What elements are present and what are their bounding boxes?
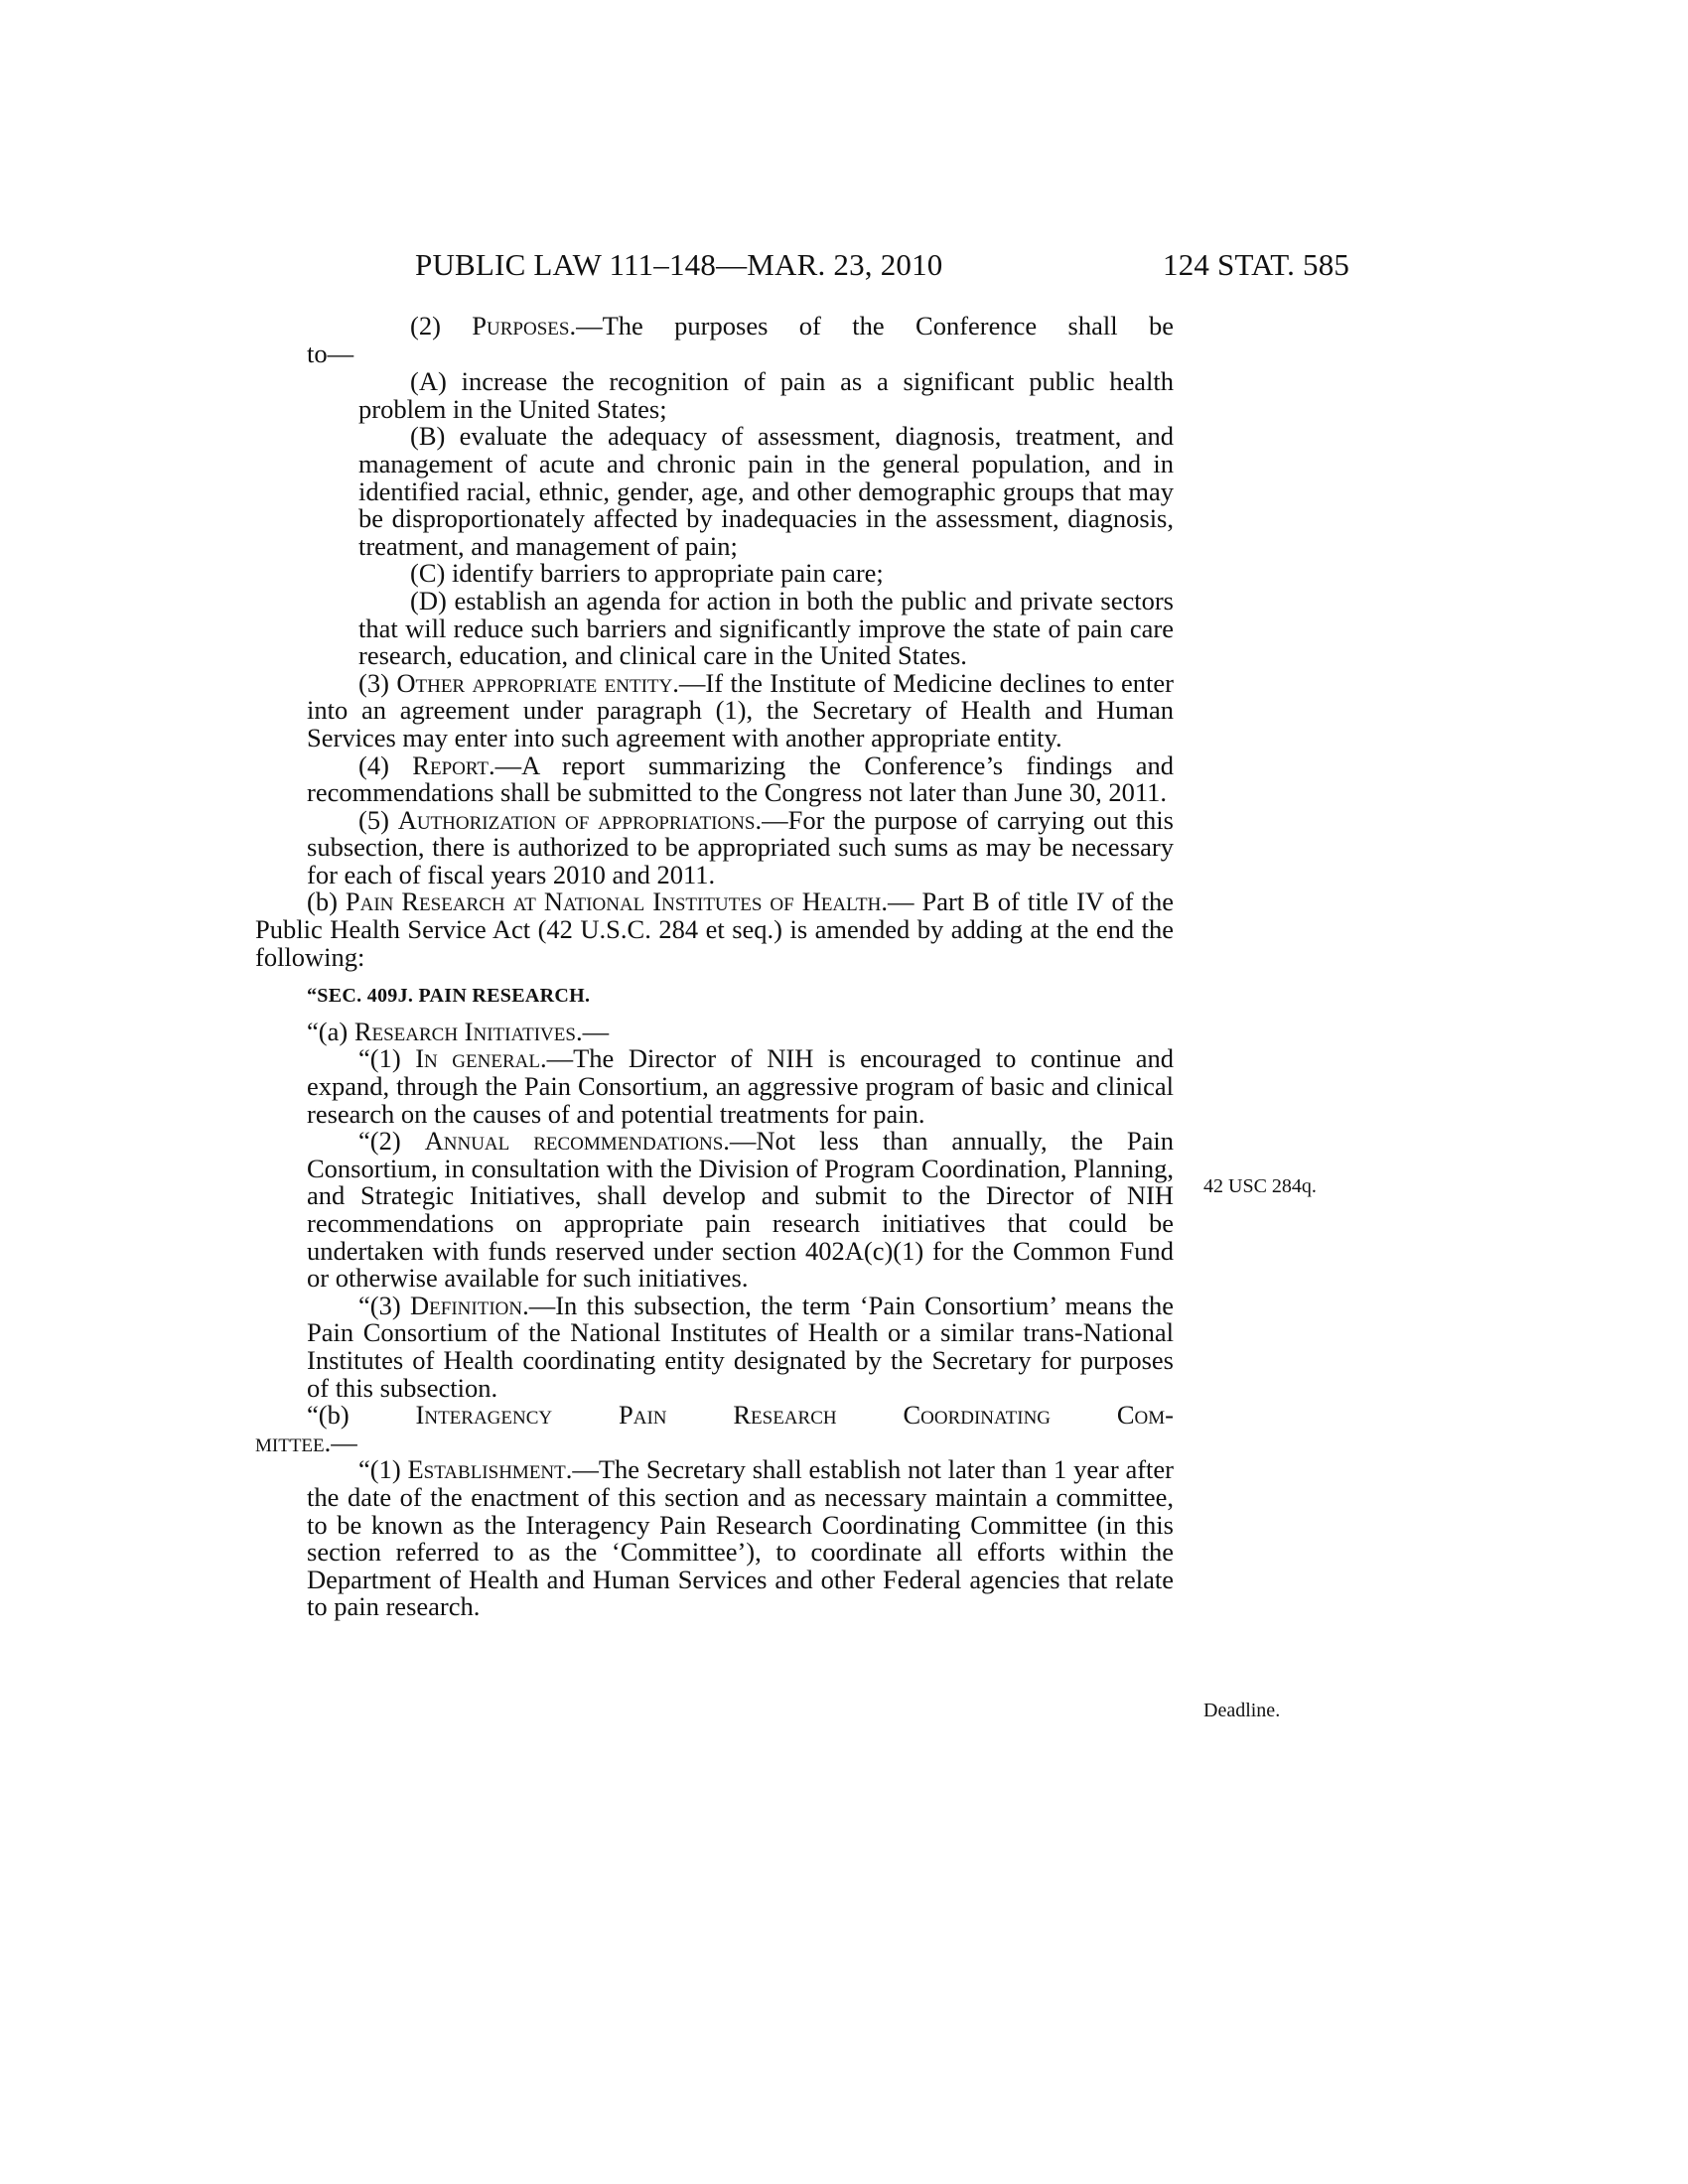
paragraph-heading: Other appropriate entity: [396, 667, 673, 698]
body-text: [255, 311, 1174, 1622]
paragraph-C: (C) identify barriers to appropriate pain care;: [410, 558, 884, 589]
paragraph-heading: Authorization of appropriations: [397, 804, 756, 835]
subsection-b-pain-research: (b) Pain Research at National Institutes of Health.— Part B of title IV of the Public Health Service Act (42 U.S.C. 284 et seq.) is amended by adding at the end the following:: [255, 887, 1174, 972]
paragraph-a3-definition: “(3) Definition.—In this subsection, the term ‘Pain Consortium’ means the Pain Consortium of the National Institutes of Health or a similar trans-National Institutes of Health coordinating entity designated by the Secretary for purposes of this subsection.: [307, 1290, 1174, 1403]
subsection-b-heading-continuation: mittee.—: [255, 1427, 357, 1457]
paragraph-heading: Pain Research at National Institutes of Health: [345, 887, 882, 917]
section-heading: “SEC. 409J. PAIN RESEARCH.: [307, 985, 591, 1008]
paragraph-heading: In general: [415, 1043, 540, 1074]
paragraph-3-other-entity: (3) Other appropriate entity.—If the Institute of Medicine declines to enter into an agreement under paragraph (1), the Secretary of Health and Human Services may enter into such agreement with another appropriate entity.: [307, 667, 1174, 752]
subsection-a-research-initiatives: “(a) Research Initiatives.—: [307, 1016, 610, 1046]
paragraph-5-authorization: (5) Authorization of appropriations.—For the purpose of carrying out this subsection, there is authorized to be appropriated such sums as may be necessary for each of fiscal years 2010 and 2011.: [307, 804, 1174, 889]
paragraph-b1-establishment: “(1) Establishment.—The Secretary shall establish not later than 1 year after the date of the enactment of this section and as necessary maintain a committee, to be known as the Interagency Pain Research Coordinating Committee (in this section referred to as the ‘Committee’), to coordinate all efforts within the Department of Health and Human Services and other Federal agencies that relate to pain research.: [307, 1454, 1174, 1622]
paragraph-heading: Annual recommendations: [424, 1126, 724, 1157]
paragraph-heading: Research Initiatives: [353, 1016, 576, 1046]
paragraph-heading: Purposes: [472, 311, 570, 341]
paragraph-B: (B) evaluate the adequacy of assessment, diagnosis, treatment, and management of acute and chronic pain in the general population, and in identified racial, ethnic, gender, age, and other demographic groups that may be disproportionately affected by inadequacies in the assessment, diagnosis, treatment, and management of pain;: [358, 421, 1174, 561]
paragraph-a2-annual-recommendations: “(2) Annual recommendations.—Not less than annually, the Pain Consortium, in consultation with the Division of Program Coordination, Planning, and Strategic Initiatives, shall develop and submit to the Director of NIH recommendations on appropriate pain research initiatives that could be undertaken with funds reserved under section 402A(c)(1) for the Common Fund or otherwise available for such initiatives.: [307, 1126, 1174, 1294]
paragraph-4-report: (4) Report.—A report summarizing the Conference’s findings and recommendations shall be submitted to the Congress not later than June 30, 2011.: [307, 750, 1174, 808]
paragraph-A: (A) increase the recognition of pain as a significant public health problem in the United States;: [358, 366, 1174, 424]
paragraph-heading: Establishment: [407, 1454, 566, 1485]
margin-note-usc: 42 USC 284q.: [1203, 1175, 1317, 1197]
paragraph-2-continuation: to—: [307, 338, 354, 368]
paragraph-a1-in-general: “(1) In general.—The Director of NIH is encouraged to continue and expand, through the Pain Consortium, an aggressive program of basic and clinical research on the causes of and potential treatments for pain.: [307, 1043, 1174, 1129]
paragraph-heading: Interagency Pain Research Coordinating Com-: [415, 1400, 1174, 1431]
paragraph-D: (D) establish an agenda for action in both the public and private sectors that will reduce such barriers and significantly improve the state of pain care research, education, and clinical care in the United States.: [358, 585, 1174, 671]
subsection-b-interagency-committee: “(b) Interagency Pain Research Coordinating Com-: [307, 1400, 1174, 1431]
paragraph-heading: Definition: [410, 1290, 523, 1320]
margin-note-deadline: Deadline.: [1203, 1700, 1281, 1721]
paragraph-heading: Report: [412, 750, 489, 780]
paragraph-2-purposes: (2) Purposes.—The purposes of the Conference shall be: [410, 311, 1174, 341]
running-header-title: PUBLIC LAW 111–148—MAR. 23, 2010: [415, 247, 943, 282]
running-header-stat: 124 STAT. 585: [1163, 247, 1350, 282]
